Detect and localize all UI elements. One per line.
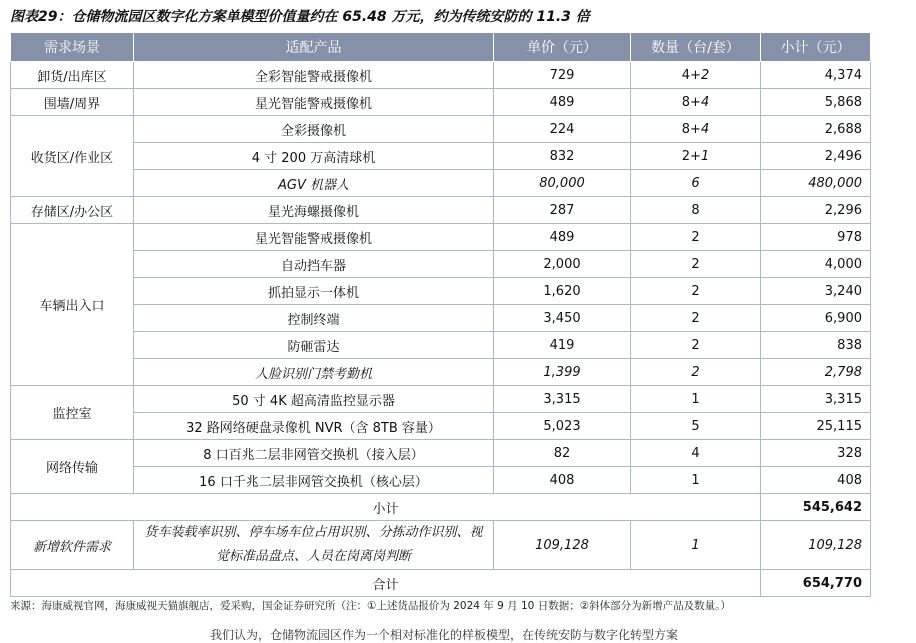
product-cell: 星光智能警戒摄像机 [134, 89, 494, 116]
quantity-cell: 2 [631, 359, 761, 386]
quantity-cell: 1 [631, 467, 761, 494]
price-cell: 109,128 [494, 521, 631, 570]
quantity-extra: 4 [700, 94, 710, 110]
price-cell: 224 [494, 116, 631, 143]
table-row [11, 332, 871, 359]
product-cell: 50 寸 4K 超高清监控显示器 [134, 386, 494, 413]
table-row [11, 89, 871, 116]
product-cell: 防砸雷达 [134, 332, 494, 359]
table-row [11, 116, 871, 143]
price-cell: 2,000 [494, 251, 631, 278]
body-text-cutoff: 我们认为，仓储物流园区作为一个相对标准化的样板模型，在传统安防与数字化转型方案 [210, 628, 679, 642]
price-cell: 419 [494, 332, 631, 359]
scene-cell: 存储区/办公区 [11, 197, 134, 224]
product-cell: 控制终端 [134, 305, 494, 332]
software-row [11, 521, 871, 570]
price-cell: 80,000 [494, 170, 631, 197]
table-row [11, 224, 871, 251]
table-row [11, 143, 871, 170]
total-label: 合计 [11, 570, 761, 597]
source-note: 来源：海康威视官网，海康威视天猫旗舰店，爱采购，国金证券研究所（注：①上述货品报价为 2024 年 9 月 10 日数据；②斜体部分为新增产品及数量。） [10, 600, 731, 612]
quantity-cell: 2 [631, 278, 761, 305]
subtotal-cell: 25,115 [761, 413, 871, 440]
subtotal-cell: 2,688 [761, 116, 871, 143]
quantity-extra: 2 [700, 67, 710, 83]
table-row [11, 413, 871, 440]
table-row [11, 440, 871, 467]
quantity-cell: 4 [631, 440, 761, 467]
table-row [11, 305, 871, 332]
quantity-cell [631, 143, 761, 170]
table-row [11, 467, 871, 494]
header-subtotal: 小计（元） [761, 33, 871, 62]
subtotal-cell: 6,900 [761, 305, 871, 332]
price-cell: 287 [494, 197, 631, 224]
quantity-cell [631, 62, 761, 89]
product-cell: 星光海螺摄像机 [134, 197, 494, 224]
subtotal-cell: 408 [761, 467, 871, 494]
subtotal-cell: 4,374 [761, 62, 871, 89]
quantity-cell: 2 [631, 251, 761, 278]
quantity-extra: 4 [700, 121, 710, 137]
subtotal-cell: 2,496 [761, 143, 871, 170]
product-cell: 8 口百兆二层非网管交换机（接入层） [134, 440, 494, 467]
price-cell: 1,399 [494, 359, 631, 386]
table-row [11, 386, 871, 413]
price-cell: 3,315 [494, 386, 631, 413]
subtotal-cell: 480,000 [761, 170, 871, 197]
subtotal-cell: 3,315 [761, 386, 871, 413]
scene-cell: 收货区/作业区 [11, 116, 134, 197]
subtotal-cell: 5,868 [761, 89, 871, 116]
quantity-base: 2+ [681, 148, 701, 164]
product-cell: 自动挡车器 [134, 251, 494, 278]
price-cell: 3,450 [494, 305, 631, 332]
scene-cell: 围墙/周界 [11, 89, 134, 116]
header-scene: 需求场景 [11, 33, 134, 62]
subtotal-value: 545,642 [761, 494, 871, 521]
scene-cell: 卸货/出库区 [11, 62, 134, 89]
table-row [11, 197, 871, 224]
figure-title: 图表29：仓储物流园区数字化方案单模型价值量约在 65.48 万元，约为传统安防的 11.3 倍 [10, 9, 590, 25]
product-cell: 星光智能警戒摄像机 [134, 224, 494, 251]
price-cell: 82 [494, 440, 631, 467]
product-cell: 全彩摄像机 [134, 116, 494, 143]
quantity-extra: 1 [700, 148, 710, 164]
table-row [11, 359, 871, 386]
table-row [11, 170, 871, 197]
header-product: 适配产品 [134, 33, 494, 62]
subtotal-cell: 2,296 [761, 197, 871, 224]
product-cell: 抓拍显示一体机 [134, 278, 494, 305]
quantity-cell: 5 [631, 413, 761, 440]
header-quantity: 数量（台/套） [631, 33, 761, 62]
quantity-cell [631, 89, 761, 116]
product-cell: 全彩智能警戒摄像机 [134, 62, 494, 89]
price-cell: 729 [494, 62, 631, 89]
header-price: 单价（元） [494, 33, 631, 62]
scene-cell: 车辆出入口 [11, 224, 134, 386]
quantity-cell: 2 [631, 332, 761, 359]
subtotal-cell: 328 [761, 440, 871, 467]
subtotal-row [11, 494, 871, 521]
subtotal-cell: 838 [761, 332, 871, 359]
product-cell: 人脸识别门禁考勤机 [134, 359, 494, 386]
price-cell: 5,023 [494, 413, 631, 440]
price-cell: 489 [494, 224, 631, 251]
total-row [11, 570, 871, 597]
subtotal-cell: 2,798 [761, 359, 871, 386]
table-row [11, 251, 871, 278]
subtotal-cell: 109,128 [761, 521, 871, 570]
quantity-cell: 2 [631, 305, 761, 332]
quantity-cell: 1 [631, 386, 761, 413]
price-cell: 408 [494, 467, 631, 494]
scene-cell: 网络传输 [11, 440, 134, 494]
price-cell: 1,620 [494, 278, 631, 305]
product-cell: 16 口千兆二层非网管交换机（核心层） [134, 467, 494, 494]
product-cell: 货车装载率识别、停车场车位占用识别、分拣动作识别、视觉标准品盘点、人员在岗离岗判断 [134, 521, 494, 570]
table-row [11, 62, 871, 89]
subtotal-cell: 3,240 [761, 278, 871, 305]
quantity-base: 8+ [681, 121, 701, 137]
scene-cell: 监控室 [11, 386, 134, 440]
subtotal-cell: 4,000 [761, 251, 871, 278]
subtotal-label: 小计 [11, 494, 761, 521]
quantity-cell [631, 116, 761, 143]
price-cell: 832 [494, 143, 631, 170]
product-cell: 32 路网络硬盘录像机 NVR（含 8TB 容量） [134, 413, 494, 440]
price-cell: 489 [494, 89, 631, 116]
product-cell: 4 寸 200 万高清球机 [134, 143, 494, 170]
header-row [11, 33, 871, 62]
quantity-base: 8+ [681, 94, 701, 110]
quantity-base: 4+ [681, 67, 701, 83]
scene-cell: 新增软件需求 [11, 521, 134, 570]
price-table [10, 32, 871, 597]
quantity-cell: 1 [631, 521, 761, 570]
quantity-cell: 2 [631, 224, 761, 251]
quantity-cell: 8 [631, 197, 761, 224]
product-cell: AGV 机器人 [134, 170, 494, 197]
table-row [11, 278, 871, 305]
total-value: 654,770 [761, 570, 871, 597]
quantity-cell: 6 [631, 170, 761, 197]
subtotal-cell: 978 [761, 224, 871, 251]
